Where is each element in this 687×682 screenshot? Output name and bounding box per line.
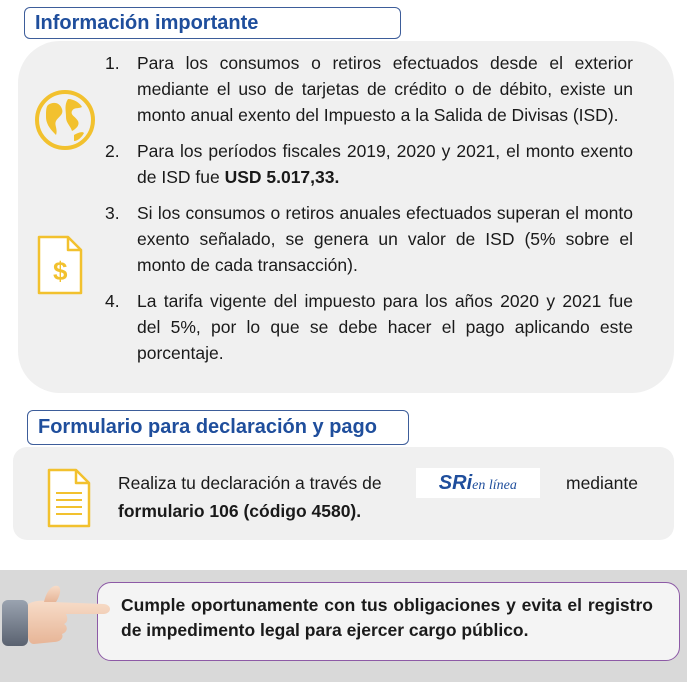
exempt-amount: USD 5.017,33. — [224, 167, 340, 187]
svg-text:$: $ — [53, 256, 68, 286]
list-item: 2. Para los períodos fiscales 2019, 2020 y 2021, el monto exento de ISD fue USD 5.017,33. — [105, 141, 633, 187]
document-icon — [46, 467, 92, 529]
sri-en-linea-logo[interactable]: SRien línea — [416, 468, 540, 498]
form-instructions: Realiza tu declaración a través de SRien línea mediante formulario 106 (código 4580). — [118, 468, 638, 524]
compliance-message: Cumple oportunamente con tus obligaciones y evita el registro de impedimento legal para ejercer cargo público. — [121, 595, 653, 640]
list-item: 3. Si los consumos o retiros anuales efectuados superan el monto exento señalado, se genera un valor de ISD (5% sobre el monto de cada transacción). — [105, 203, 633, 275]
list-item: 4. La tarifa vigente del impuesto para los años 2020 y 2021 fue del 5%, por lo que se debe hacer el pago aplicando este porcentaje. — [105, 291, 633, 363]
info-list — [105, 50, 633, 376]
section-title-form: Formulario para declaración y pago — [27, 410, 409, 445]
globe-icon — [34, 89, 96, 151]
pointing-hand-icon — [0, 578, 115, 650]
section-title-info: Información importante — [24, 7, 401, 39]
dollar-document-icon — [36, 234, 84, 296]
form-number: formulario 106 (código 4580). — [118, 501, 362, 521]
list-item: 1. Para los consumos o retiros efectuados desde el exterior mediante el uso de tarjetas de crédito o de débito, existe un monto anual exento del Impuesto a la Salida de Divisas (ISD). — [105, 53, 633, 125]
